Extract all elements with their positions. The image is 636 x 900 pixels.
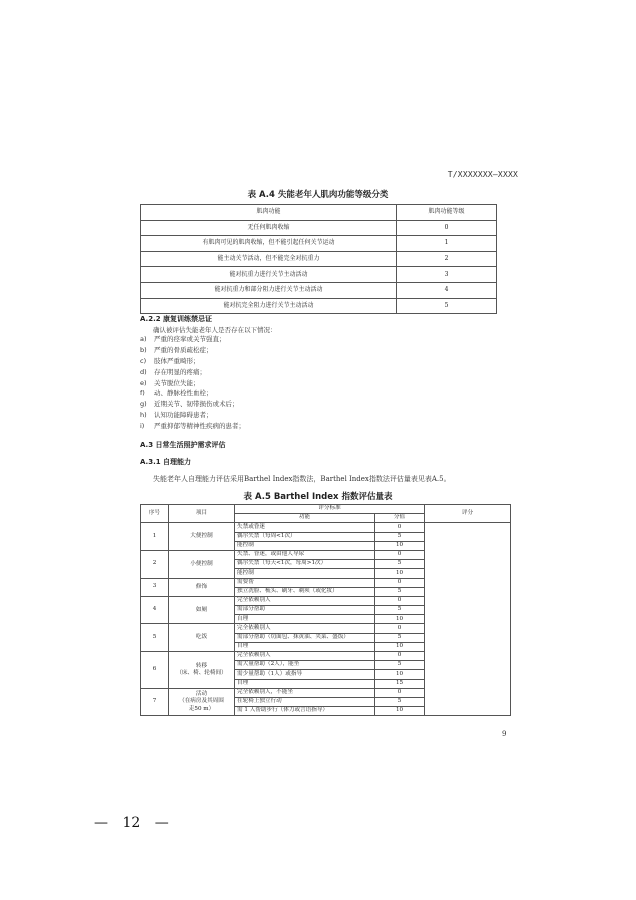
list-item bbox=[140, 410, 245, 421]
section-a3-heading: A.3 日常生活照护需求评估 bbox=[140, 441, 226, 449]
function-cell: 自理 bbox=[235, 679, 375, 688]
score-cell: 10 bbox=[375, 569, 425, 578]
score-cell: 0 bbox=[375, 596, 425, 605]
score-cell: 5 bbox=[375, 697, 425, 706]
item-number-cell: 4 bbox=[141, 596, 169, 624]
table-row bbox=[141, 282, 497, 298]
function-cell: 能控制 bbox=[235, 541, 375, 550]
list-item bbox=[140, 356, 245, 367]
list-marker: h) bbox=[140, 411, 147, 420]
list-marker: e) bbox=[140, 378, 147, 387]
list-marker: d) bbox=[140, 367, 147, 376]
score-cell: 0 bbox=[375, 578, 425, 587]
function-cell: 偶尔失禁（每天<1次，每周>1次） bbox=[235, 560, 375, 569]
function-cell: 需大量帮助（2人），能坐 bbox=[235, 661, 375, 670]
item-name-cell: 小便控制 bbox=[169, 550, 235, 578]
muscle-grade-cell: 3 bbox=[397, 267, 497, 283]
table-row bbox=[141, 236, 497, 252]
muscle-function-cell: 无任何肌肉收缩 bbox=[141, 220, 397, 236]
table-row bbox=[141, 298, 497, 314]
header-muscle-grade: 肌肉功能等级 bbox=[397, 205, 497, 221]
score-cell: 0 bbox=[375, 688, 425, 697]
muscle-function-cell: 能对抗重力和部分阻力进行关节主动活动 bbox=[141, 282, 397, 298]
table-header-row bbox=[141, 505, 511, 514]
header-function: 功能 bbox=[235, 514, 375, 523]
list-text: 存在明显的疼痛； bbox=[154, 367, 206, 376]
table-row bbox=[141, 523, 511, 532]
muscle-grade-cell: 4 bbox=[397, 282, 497, 298]
list-text: 认知功能障碍患者； bbox=[154, 411, 213, 420]
list-text: 严重抑郁等精神性疾病的患者； bbox=[154, 422, 245, 431]
score-cell: 15 bbox=[375, 679, 425, 688]
header-rating: 评分 bbox=[425, 505, 511, 523]
table-header-row bbox=[141, 205, 497, 221]
contraindication-list bbox=[140, 334, 245, 432]
function-cell: 独立洗脸、梳头、刷牙、剃须（或化妆） bbox=[235, 587, 375, 596]
barthel-index-table bbox=[140, 504, 511, 716]
muscle-function-cell: 能对抗完全阻力进行关节主动活动 bbox=[141, 298, 397, 314]
list-marker: c) bbox=[140, 356, 147, 365]
table-row bbox=[141, 267, 497, 283]
list-marker: b) bbox=[140, 345, 147, 354]
function-cell: 完全依赖别人 bbox=[235, 624, 375, 633]
function-cell: 需要帮 bbox=[235, 578, 375, 587]
item-name-cell: 大便控制 bbox=[169, 523, 235, 551]
score-cell: 10 bbox=[375, 670, 425, 679]
item-name-cell: 活动 （在病房及其周围 走50 m） bbox=[169, 688, 235, 716]
header-score: 分值 bbox=[375, 514, 425, 523]
list-text: 严重的痉挛或关节强直； bbox=[154, 335, 226, 343]
function-cell: 自理 bbox=[235, 642, 375, 651]
inner-page-number: 9 bbox=[502, 730, 507, 738]
table-row bbox=[141, 220, 497, 236]
rating-cell bbox=[425, 523, 511, 716]
item-name-cell: 吃饭 bbox=[169, 624, 235, 652]
item-name-cell: 转移 （床、椅、轮椅间） bbox=[169, 652, 235, 689]
function-cell: 需 1 人帮助步行（体力或言语指导） bbox=[235, 707, 375, 716]
function-cell: 完全依赖别人 bbox=[235, 652, 375, 661]
muscle-grade-cell: 0 bbox=[397, 220, 497, 236]
table-a5-caption: 表 A.5 Barthel Index 指数评估量表 bbox=[243, 492, 393, 502]
footer-dash-left: — bbox=[94, 815, 108, 831]
list-text: 肢体严重畸形； bbox=[154, 356, 200, 365]
list-item bbox=[140, 367, 245, 378]
list-item bbox=[140, 388, 245, 399]
function-cell: 自理 bbox=[235, 615, 375, 624]
function-cell: 失禁、昏迷，或由他人导尿 bbox=[235, 550, 375, 559]
muscle-function-grade-table bbox=[140, 204, 497, 314]
score-cell: 5 bbox=[375, 661, 425, 670]
score-cell: 0 bbox=[375, 523, 425, 532]
function-cell: 在轮椅上独立行动 bbox=[235, 697, 375, 706]
score-cell: 0 bbox=[375, 652, 425, 661]
section-a22-heading: A.2.2 康复训练禁忌证 bbox=[140, 315, 213, 323]
item-number-cell: 2 bbox=[141, 550, 169, 578]
function-cell: 完全依赖别人 bbox=[235, 596, 375, 605]
header-no: 序号 bbox=[141, 505, 169, 523]
function-cell: 完全依赖别人，不能坐 bbox=[235, 688, 375, 697]
score-cell: 10 bbox=[375, 707, 425, 716]
function-cell: 需部分帮助（切面包、抹黄油、夹菜、盛饭） bbox=[235, 633, 375, 642]
list-marker: f) bbox=[140, 389, 145, 398]
list-text: 动、静脉栓性血栓； bbox=[154, 389, 213, 398]
list-item bbox=[140, 421, 245, 432]
document-code: T/XXXXXXX—XXXX bbox=[447, 170, 518, 179]
list-marker: g) bbox=[140, 400, 147, 409]
section-a31-text: 失能老年人自理能力评估采用Barthel Index指数法，Barthel Index指数法评估量表见表A.5。 bbox=[153, 475, 451, 483]
muscle-grade-cell: 2 bbox=[397, 251, 497, 267]
function-cell: 需少量帮助（1人）或指导 bbox=[235, 670, 375, 679]
item-number-cell: 7 bbox=[141, 688, 169, 716]
score-cell: 5 bbox=[375, 532, 425, 541]
section-a31-heading: A.3.1 自理能力 bbox=[140, 458, 192, 466]
muscle-grade-cell: 1 bbox=[397, 236, 497, 252]
function-cell: 能控制 bbox=[235, 569, 375, 578]
score-cell: 10 bbox=[375, 615, 425, 624]
score-cell: 5 bbox=[375, 633, 425, 642]
footer-dash-right: — bbox=[154, 815, 169, 831]
item-number-cell: 3 bbox=[141, 578, 169, 596]
item-name-cell: 修饰 bbox=[169, 578, 235, 596]
list-item bbox=[140, 345, 245, 356]
footer-page-number: 12 bbox=[122, 815, 141, 831]
muscle-function-cell: 有肌肉可见的肌肉收缩，但不能引起任何关节运动 bbox=[141, 236, 397, 252]
list-item bbox=[140, 378, 245, 389]
header-criteria: 评分标准 bbox=[235, 505, 425, 514]
table-a4-caption: 表 A.4 失能老年人肌肉功能等级分类 bbox=[247, 190, 389, 200]
table-row bbox=[141, 251, 497, 267]
list-item bbox=[140, 399, 245, 410]
function-cell: 需部分帮助 bbox=[235, 606, 375, 615]
item-number-cell: 6 bbox=[141, 652, 169, 689]
list-marker: i) bbox=[140, 422, 145, 431]
list-text: 关节脱位失能； bbox=[154, 378, 200, 387]
function-cell: 失禁或昏迷 bbox=[235, 523, 375, 532]
score-cell: 5 bbox=[375, 606, 425, 615]
list-item bbox=[140, 334, 245, 345]
item-number-cell: 5 bbox=[141, 624, 169, 652]
muscle-grade-cell: 5 bbox=[397, 298, 497, 314]
score-cell: 10 bbox=[375, 541, 425, 550]
item-name-cell: 如厕 bbox=[169, 596, 235, 624]
page-footer bbox=[94, 815, 169, 831]
score-cell: 5 bbox=[375, 587, 425, 596]
header-item: 项目 bbox=[169, 505, 235, 523]
function-cell: 偶尔失禁（每周<1次） bbox=[235, 532, 375, 541]
item-number-cell: 1 bbox=[141, 523, 169, 551]
list-text: 严重的骨质疏松症； bbox=[154, 345, 213, 354]
muscle-function-cell: 能对抗重力进行关节主动活动 bbox=[141, 267, 397, 283]
muscle-function-cell: 能主动关节活动，但不能完全对抗重力 bbox=[141, 251, 397, 267]
score-cell: 5 bbox=[375, 560, 425, 569]
list-text: 近期关节、韧带损伤或术后； bbox=[154, 400, 239, 409]
section-a22-intro: 确认被评估失能老年人是否存在以下情况： bbox=[153, 326, 277, 334]
score-cell: 0 bbox=[375, 550, 425, 559]
score-cell: 10 bbox=[375, 642, 425, 651]
list-marker: a) bbox=[140, 335, 147, 343]
score-cell: 0 bbox=[375, 624, 425, 633]
header-muscle-function: 肌肉功能 bbox=[141, 205, 397, 221]
